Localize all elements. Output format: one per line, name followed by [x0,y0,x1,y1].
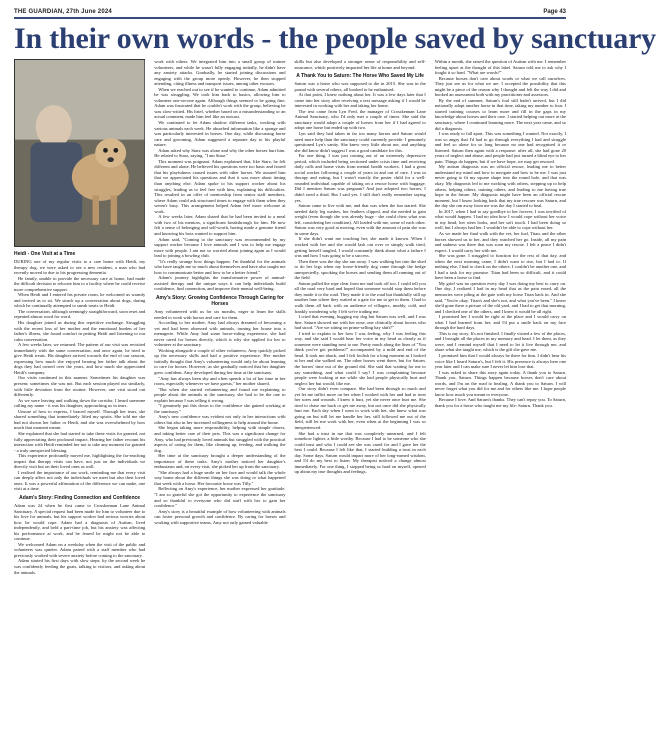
paragraph: Saturn came to live with me, and that was when the fun started. She needed daily leg washes, her feathers clipped, and she needed to gain weight (even though she was already huge - she could chew what was left, considering her condition). All loaded with me, some of each other. Saturn was very good at moving, even with the amount of pain she was in some days. [294,203,426,236]
paragraph: "She always had a huge smile on her face and would talk the whole way home about the different things she was doing or what happened that week with a horse. Her favourite horse was Tilly." [154,469,286,486]
paragraph: "But when she started volunteering and found me explaining to people about the animals at the sanctuary, she had to be the one to explain because I was telling it wrong. [154,386,286,403]
paragraph: I promised her I would be right at the place and I would carry on what I had learned from her, and I'd put a smile back on my face through the hard days. [434,314,566,331]
column-1 [14,59,145,739]
page-number: Page 43 [543,9,566,15]
paragraph: We continued to let Adam shadow different tasks, working with various animals each week. He absorbed information like a sponge and was particularly interested in horses. One day, while discussing horse care and grooming, Adam suggested a separate day to his playful nature. [154,120,286,148]
paragraph: Within a month, she raised the question of Autism with me. I remember feeling upset at the thought of this label. Saturn told me to ask why I fought it so hard. "What are words?" [434,59,566,76]
paragraph: I was asked to share this story again today. A thank you to Saturn. Thank you, Saturn. Things happen because horses don't care about words, and I'm on the road to healing. A thank you to Saturn. I will never forget what you did for me and for others like me. I hope people know how much you meant to everyone. [434,369,566,397]
paragraph: I was ready to fall apart. This was something I wanted. Not exactly, I was so angry that I'd had to go through everything I had and struggle and feel so alone for so long because no one had recognised it or listened. Saturn then again with a response: after all, she had gone 20 years of neglect and abuse, and people had just turned a blind eye to her pain. Things do happen, but if we have hope, we may get rescued. [434,131,566,164]
paragraph: We welcomed Adam on a weekday when the visit of the public and volunteers was quieter. Adam paired with a staff member who had previously worked with severe anxiety before coming to the sanctuary. [14,541,146,558]
paragraph: According to her mother, Amy had always dreamed of becoming a vet and had been obsessed with animals, turning her house into a menagerie. While Amy had some horse-riding experience, she had never cared for horses directly, which is why she applied for her to volunteer at the sanctuary. [154,320,286,348]
subheading-adams-story: Adam's Story: Finding Connection and Confidence [19,494,141,501]
paragraph: "Amy has always been shy and often spends a lot of her time in her room, especially whenever we have guests," her mother shared. [154,375,286,387]
photo-dog-and-resident [15,60,144,246]
column-4 [435,59,566,739]
paragraph: Working alongside a couple of other volunteers, Amy quickly picked up the necessary skills and had a positive experience. Her mother initially thought that Amy's volunteering would only be about learning to care for horses. However, as she gradually noticed that her daughter grew confident, Amy developed during her time at the sanctuary. [154,347,286,375]
paragraph: He family, unable to provide the necessary care at home, had made the difficult decision to relocate him to a facility where he could receive more comprehensive support. [14,275,146,292]
paragraph: As we were leaving and walking down the corridor, I heard someone calling my name - it was his daughter, approaching us in tears. [14,397,146,409]
paragraph: My grief was no question every day I was doing my best to carry on. One day, I realized I had in my head that as the pain eased, all the memories were piling at the gate with my horse Titan back in. And she said, "You're okay. Titan's and she's not, and what you've been." I knew she'd gone there a picture of the old yard, and I had to get that morning, and I checked one of the others, and I knew it would be all right. [434,280,566,314]
paragraph: I cried that evening, hugging my dog but Saturn was well, and I was fine. Saturn showed me with her nose, one clinically about horses who had stood. "Are we sitting on prime-selling hay shift?" [294,314,426,331]
paragraph: Saturn pulled the rope clear from me and took off too. I could tell you all the road very hard and hoped that someone would stop them before they made it to the road. They made it to the road but thankfully still up another lane where they waited at a gate for me to get to them. I had to walk them all back with an audience of villagers, muddy, cold, and frankly wondering why I felt we're trading me. [294,280,426,314]
paragraph: DURING one of my regular visits to a care home with Heidi, my therapy dog, we were asked to see a new resident, a man who had recently moved in due to his progressing dementia. [14,259,146,276]
paragraph: Adam was 24 when he first came to Crosskennan Lane Animal Sanctuary. A special request had been made for him to volunteer due to his love for animals, but his support worker had serious worries about how he would cope. Adam had a diagnosis of Autism, lived independently, and held a part-time job, but his anxiety was affecting his performance at work, and he feared he might not be able to continue. [14,502,146,542]
headline: In their own words - the people saved by sanctuary [14,22,656,55]
paragraph: By the end of summer, Saturn's foal still hadn't arrived, but I did notionally adopt another horse in that time, taking my number to four. I started training courses to learn more and fill in the gaps in my knowledge about horses and their care. I started helping out more at the sanctuary, where I continued learning more. The next year came, and so did a diagnosis. [434,97,566,131]
article-columns [14,59,566,739]
paragraph: Adam asked why Starz was alone and why the other horses hurt him. He related to Starz, saying, "I am Starz." [154,147,286,159]
paragraph: His daughter joined us during this repetitive exchange. Struggling with the recent loss of her mother and the emotional burden of her father's illness, she found comfort in petting Heidi and listening to our calm conversation. [14,320,146,342]
subheading-amys-story: Amy's Story: Growing Confidence Through Caring for Horses [155,294,284,307]
paragraph: I tried to explain to her how I was feeling, why I was feeling this way, and she said I would hear her voice in my head as clearly as if someone were standing next to me. Pretty much along the lines of "You think you've got problems?" accompanied by a mild and end of the head. It took me aback, and I felt foolish for a long moment as I looked at her and she walked on. The other horses went there, but for Saturn, the horses' time out of the ground did. She said that waiting for me to say something, and what could I say? I was complaining because people were looking at me while she had people physically hurt and neglect her but would, like me. [294,330,426,386]
paragraph: The text came from Lyn Fred, the manager of Crosskennan Lane Animal Sanctuary, who I'd only met a couple of times. She said the sanctuary would adopt a couple of horses from her if I had agreed to adopt one horse but ended up with two. [294,108,426,131]
paragraph: "It's really strange how things happen. I'm thankful for the animals who have taught me so much about themselves and have also taught me how to communicate better and how to be a better friend." [154,258,286,275]
paragraph: At that point, I knew nothing about her. It was a few days later that I came into her story after receiving a text message asking if I would be interested in working with her and taking her home. [294,92,426,109]
paragraph: Amy volunteered with us for six months, eager to learn the skills needed to work with horses and care for them. [154,308,286,320]
paragraph: When Heidi and I entered his private room, he welcomed us warmly and invited us to sit. We struck up a conversation about dogs, during which he continually attempted to sneak treats to Heidi. [14,292,146,309]
paragraph: Amy's story is a beautiful example of how volunteering with animals can foster personal growth and confidence. By caring for horses and working with supportive teams, Amy not only gained valuable [154,508,286,525]
caption-heidi: Heidi - One Visit at a Time [14,251,76,257]
paragraph: For one thing, I was just coming out of an extremely depressive period, which included being sectioned under crisis time and receiving daily calls and home visits from mental health workers. I had a great social worker following a couple of years in and out of care. I was in therapy and eating, but I wasn't exactly the poster child for a well-rounded individual capable of taking on a rescue horse with baggage. Did I mention Saturn was pregnant? And just adopted two horses, I didn't need a third. But I said yes. I still don't really remember saying yes. [294,153,426,203]
column-3 [295,59,426,739]
paragraph: Her time at the sanctuary brought a deeper understanding of the importance of these tasks. Amy's mother noticed her daughter's enthusiasm and, on every visit, she picked her up from the sanctuary. [154,453,286,470]
paragraph: If she didn't want me touching her, she made it known. When I worked with her and she would lash out over or simply walk tired, getting herself tangled, I would constantly think about what a failure I was and how I was going to be a success. [294,236,426,259]
paragraph: Reflecting on Amy's experience, her mother expressed her gratitude. "I am so grateful she got the opportunity to experience the sanctuary and so thankful to everyone who did stuff with her to gain her confidence." [154,486,286,509]
paragraph: skills but also developed a stronger sense of responsibility and self-assurance, which positively impacted her life at home and beyond. [294,59,426,70]
paragraph: Adam started his first days with slow steps; by the second week he was confidently feeding the goats, talking to visitors, and asking about the animals. [14,558,146,575]
paragraph: Adam's journey highlights the transformative power of animal-assisted therapy and the unique ways it can help individuals build confidence, find connection, and improve their mental well-being. [154,275,286,292]
paragraph: This experience profoundly moved me, highlighting the far-reaching impact that therapy visits can have, not just on the individuals we directly visit but on their loved ones as well. [14,453,146,470]
paragraph: This is my story. It's not finished. I finally visited a few of the places, and I brought all the places in my memory and head. I let them, as they were, and I remind myself that I need to let it live through me, and share what she taught me, which is the gift she gave me. [434,330,566,353]
photo-therapy-dog [14,59,145,247]
paragraph: The conversation, although seemingly straightforward, soon reset and repeated almost word for word. [14,308,146,320]
paragraph: "I genuinely put this down to the confidence she gained working at the sanctuary." [154,403,286,414]
column-2 [154,59,285,739]
masthead-rule [14,17,566,19]
paragraph: When we reached out to see if he wanted to continue, Adam admitted he was struggling. We took him back to basics, allowing him to volunteer one-on-one again. Although things seemed to be going fine, Adam was frustrated that he couldn't work with the group, believing he was slow-witted. His brief, whether based on a misunderstanding or an actual comment, made him feel like an outcast. [154,86,286,120]
paragraph: This moment was poignant. Adam explained that, like Starz, he felt different and alone. He believed his questions were too basic and feared that his playfulness caused issues with other horses. We assured him that we appreciated his questions and that it was more about timing than anything else. Adam spoke to his support worker about his struggles, leading us to feel free with him, explaining his difficulties. This resulted in an offer of mentorship from senior staff members, where Adam could ask structured times to engage with them when they weren't busy. This arrangement helped Adam feel more welcome at work. [154,158,286,214]
paragraph: In 2017, when I had to say goodbye to her forever, I was terrified of what would happen. I had no idea how I would cope without her voice in my head, her stern looks, and her soft touch. I had been doing so well, but I always had her. I wouldn't be able to cope without her. [434,208,566,231]
paragraph: As we made her final walk with the vet, her foal, Titan, and the other horses showed us to her, and they watched her go. Inside, all my pain and sadness was there that was soon my rescue. I felt a peace I didn't expect. I would carry her with me. [434,230,566,253]
paragraph: Adam said, "Coming to the sanctuary was recommended by my support worker because I love animals and I was to help me engage more with people. I am not so worried about joining again as I would lead to joining a bowling club. [154,236,286,259]
paragraph: She was gone. I struggled to function for the rest of that day, and when the next morning came, I didn't want to rise, but I had to. If nothing else, I had to check on the others. I couldn't be another one, and I had a task for my promise. Titan had been so difficult, and it could have been a horse to find. [434,253,566,281]
paragraph: work with others. We integrated him into a small group of trainee volunteers, and while he wasn't fully engaging initially, he didn't have any anxiety attacks. Gradually, he started joining discussions and engaging with the group more openly. However, he then stopped attending, citing illness and transport issues, among other excuses. [154,59,286,87]
paragraph: My autism diagnosis was no official rescue, leading me to better understand my mind and how to navigate and how to be me. I was just never going to fit my square shape into the round hole, and that was okay. My diagnosis led to me working with others, stepping up to help others, helping others, training others, and leading to me having true hope in the future. My diagnosis might have been an official rescue moment, but I know looking back that my true rescuer was Saturn, and the day she ran away from me was the day I started to heal. [434,164,566,209]
paragraph: Because horses don't care about words or what we call ourselves. They just see us for what we are. I accepted the possibility that this might be a piece of the reason why I thought and felt the way I did and booked an assessment both with my practitioner and assessors. [434,75,566,98]
paragraph: Unsure of how to express, I braced myself. Through her tears, she shared something that immediately lifted my spirits. She told me she had not shown her father or Heidi, and she was overwhelmed by how much that moment meant. [14,408,146,431]
masthead [14,0,566,15]
paragraph: She began taking more responsibility, helping with simple chores, and taking better care of their pets. This was a significant change for Amy, who had previously loved animals but struggled with the practical aspects of caring for them, like cleaning up, feeding, and walking the dog. [154,425,286,453]
paragraph: Because I love. And Saturn's thanks. They can't repay you. To Saturn, thank you for a horse who taught me my life: Saturn. Thank you. [434,397,566,408]
paragraph: Then there was the day she ran away. I was walking her into the shed to do her legs when my horse-friendly dog came through the hedge unexpectedly, spooking the horses and sending them all running out of the field. [294,258,426,281]
paragraph: Our story didn't even compare. She had been through so much and yet let me inflict more on her when I worked with her and had to treat her sores and wounds. I knew it hurt, yet she never once hurt me. She tried to chase me back or get me away, but not once did she physically hurt me. Each day when I went to work with her, she knew what was going on but still let me handle her her, still followed me out of the field, still let me work with her, even when at the beginning I was so inexperienced. [294,386,426,430]
paragraph: A few weeks later, Adam shared that he had been invited to a meal with two of his mentors, a significant breakthrough for him. He now felt a sense of belonging and self-worth, having made a genuine friend and knowing his boss wanted to support him. [154,214,286,236]
masthead-publication: THE GUARDIAN, 27th June 2024 [14,9,112,15]
paragraph: A few weeks later, we returned. The pattern of our visit was revisited immediately with the same conversation, and once again, he tried to give Heidi treats. His daughter arrived towards the end of our session, expressing how much she enjoyed hearing her father talk about the dogs they had owned over the years, and how much she appreciated Heidi's company. [14,342,146,375]
subheading-thank-you-saturn: A Thank You to Saturn: The Horse Who Saved My Life [296,73,424,80]
paragraph: Our visits continued in this manner. Sometimes his daughter was present; sometimes she was not. But each session played out similarly, with little deviation from the routine. However, one visit stood out differently. [14,375,146,398]
paragraph: I promised him that I would always be there for him. I didn't hear his voice like I heard Saturn's, but I felt it. His presence is always here one year later and I can make sure I never let him lose that. [434,352,566,370]
paragraph: She had a trust in me that was completely unearned, and I felt somehow lighter, a little worthy. Because I had to be someone who she could trust and who I could see she was cared for and I gave her the best I could. Because I felt like that, I started building a trust in each day. Some days, Saturn would impart more of her long-earned wisdom, and I'd do my best to listen. My therapist noticed a change almost immediately. For one thing, I stopped being so hard on myself, opened up about my true thoughts and feelings. [294,430,426,475]
paragraph: Amy's new confidence was evident not only in her interactions with others but also in her increased willingness to help around the home. [154,414,286,425]
paragraph: Lyn said they had taken in far too many horses and Saturn would need more help than the sanctuary could currently provide. I genuinely questioned Lyn's sanity. She knew very little about me, and anything she did know didn't suggest I was a good candidate for this. [294,131,426,153]
paragraph: Saturn was a horse who was supposed to die in 2015. She was in the pound with several others, all booked to be euthanised. [294,81,426,92]
paragraph: I realised the importance of our work, reminding me that every visit can deeply affect not only the individuals we meet but also their loved ones. It was a powerful affirmation of the difference we can make, one visit at a time. [14,469,146,492]
paragraph: She explained that she had started to take these visits for granted, not fully appreciating their profound impact. Hearing her father recount his interaction with Heidi reminded her not to take any moment for granted - a truly unexpected blessing. [14,430,146,453]
